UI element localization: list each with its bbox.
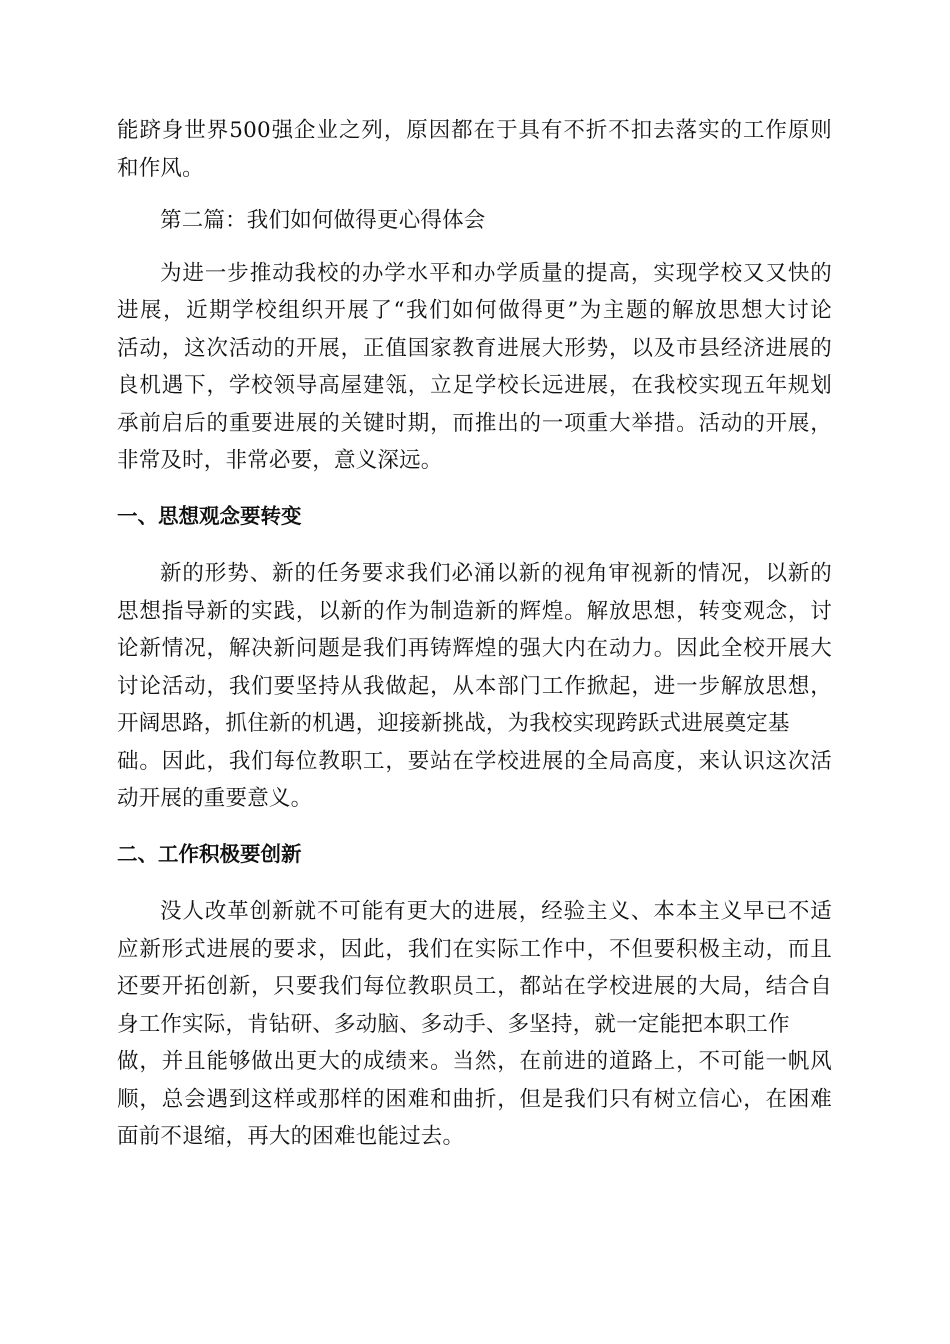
paragraph-line: 动开展的重要意义。 [117, 786, 313, 811]
paragraph-line: 论新情况，解决新问题是我们再铸辉煌的强大内在动力。因此全校开展大 [117, 636, 832, 661]
continuation-paragraph [117, 112, 832, 187]
paragraph-line: 没人改革创新就不可能有更大的进展，经验主义、本本主义早已不适 [160, 899, 832, 924]
paragraph-line: 非常及时，非常必要，意义深远。 [117, 448, 443, 473]
paragraph-line: 能跻身世界500强企业之列，原因都在于具有不折不扣去落实的工作原则 [117, 118, 832, 143]
paragraph-line: 做，并且能够做出更大的成绩来。当然，在前进的道路上，不可能一帆风 [117, 1049, 832, 1074]
document-body [117, 112, 832, 1174]
section-2-paragraph [117, 893, 832, 1156]
paragraph-line: 为进一步推动我校的办学水平和办学质量的提高，实现学校又又快的 [160, 260, 832, 286]
paragraph-line: 良机遇下，学校领导高屋建瓴，立足学校长远进展，在我校实现五年规划 [117, 373, 832, 398]
section-title [117, 202, 832, 240]
paragraph-line: 新的形势、新的任务要求我们必涌以新的视角审视新的情况，以新的 [160, 561, 832, 586]
paragraph-line: 应新形式进展的要求，因此，我们在实际工作中，不但要积极主动，而且 [117, 936, 832, 962]
paragraph-line: 讨论活动，我们要坚持从我做起，从本部门工作掀起，进一步解放思想， [117, 673, 832, 699]
paragraph-line: 思想指导新的实践，以新的作为制造新的辉煌。解放思想，转变观念，讨 [117, 598, 832, 624]
paragraph-line: 面前不退缩，再大的困难也能过去。 [117, 1124, 465, 1149]
heading-work-innovation: 二、工作积极要创新 [117, 841, 302, 866]
paragraph-line: 开阔思路，抓住新的机遇，迎接新挑战，为我校实现跨跃式进展奠定基 [117, 711, 790, 736]
paragraph-line: 承前启后的重要进展的关键时期，而推出的一项重大举措。活动的开展， [117, 410, 832, 436]
paragraph-line: 活动，这次活动的开展，正值国家教育进展大形势，以及市县经济进展的 [117, 335, 832, 361]
section-1-paragraph [117, 555, 832, 818]
heading-thinking-change: 一、思想观念要转变 [117, 503, 302, 528]
paragraph-line: 和作风。 [117, 155, 204, 181]
paragraph-line: 身工作实际，肯钻研、多动脑、多动手、多坚持，就一定能把本职工作 [117, 1011, 790, 1037]
paragraph-line: 还要开拓创新，只要我们每位教职员工，都站在学校进展的大局，结合自 [117, 974, 832, 999]
paragraph-line: 础。因此，我们每位教职工，要站在学校进展的全局高度，来认识这次活 [117, 748, 832, 774]
paragraph-line: 进展，近期学校组织开展了“我们如何做得更”为主题的解放思想大讨论 [117, 298, 832, 323]
section-title-text: 第二篇：我们如何做得更心得体会 [160, 208, 486, 233]
paragraph-line: 顺，总会遇到这样或那样的困难和曲折，但是我们只有树立信心，在困难 [117, 1086, 832, 1112]
intro-paragraph [117, 255, 832, 480]
